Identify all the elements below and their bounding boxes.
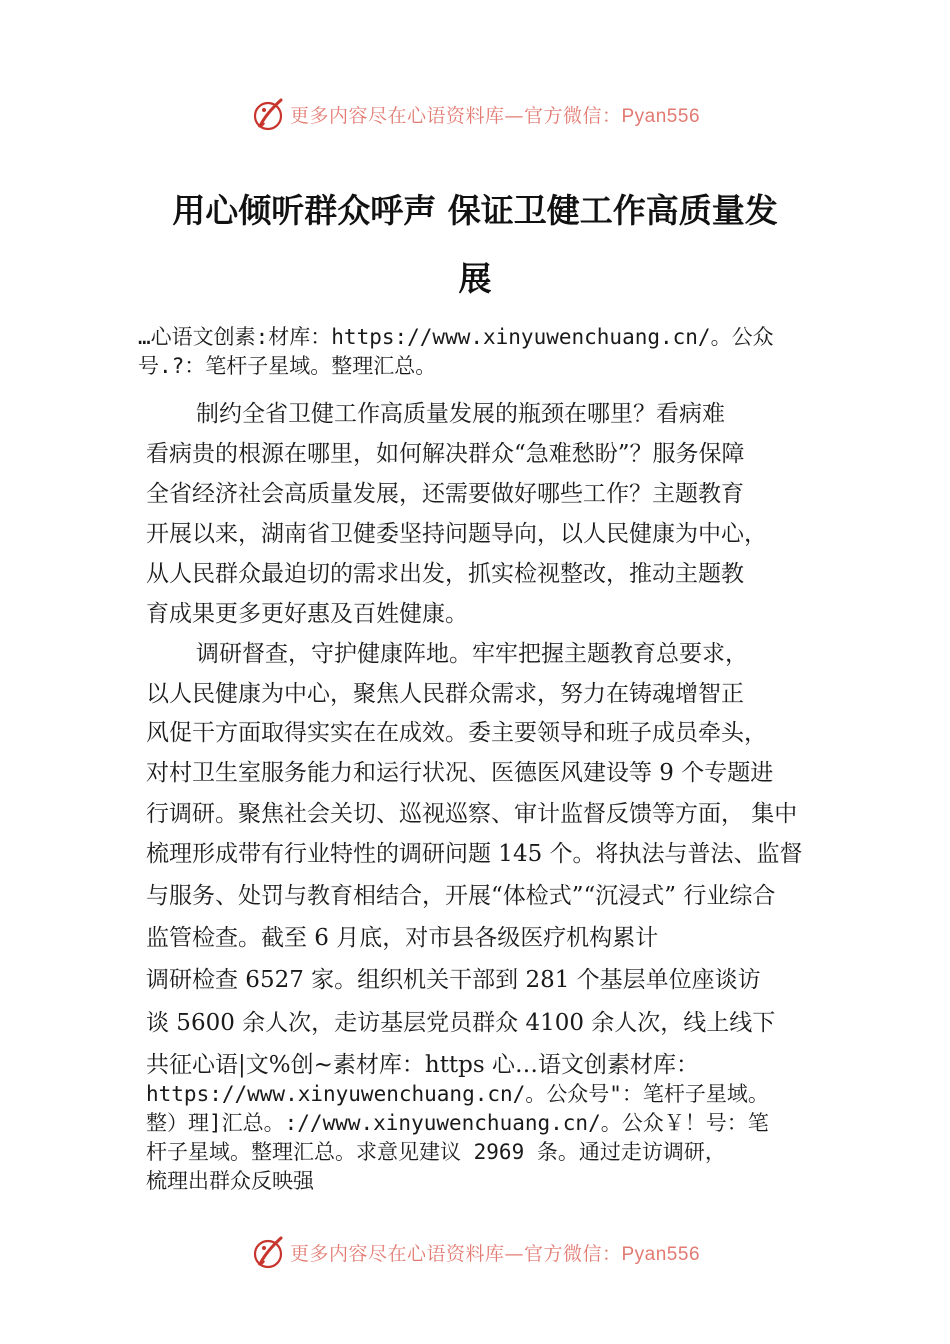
banner-text: 更多内容尽在心语资料库—官方微信：Pyan556 <box>289 1242 701 1265</box>
paragraph-2-line: 对村卫生室服务能力和运行状况、医德医风建设等 9 个专题进 <box>146 760 774 786</box>
footer-watermark-banner <box>0 1232 950 1272</box>
paragraph-3-line: 梳理出群众反映强 <box>146 1169 314 1193</box>
paragraph-2-line: 监管检查。截至 6 月底，对市县各级医疗机构累计 <box>146 925 659 951</box>
header-watermark-banner <box>0 94 950 134</box>
source-note-line-2: 号.?：笔杆子星域。整理汇总。 <box>138 354 437 378</box>
paragraph-1-line: 看病贵的根源在哪里，如何解决群众“急难愁盼”？服务保障 <box>146 441 745 467</box>
page-title-line-1: 用心倾听群众呼声 保证卫健工作高质量发 <box>172 191 778 230</box>
paragraph-3-line: 共征心语|文%创~素材库：https 心…语文创素材库： <box>146 1052 700 1078</box>
paragraph-3-line: 杆子星域。整理汇总。求意见建议 2969 条。通过走访调研， <box>146 1140 726 1164</box>
paragraph-3-line: https://www.xinyuwenchuang.cn/。公众号"：笔杆子星域。 <box>146 1082 769 1106</box>
paragraph-2-line: 调研检查 6527 家。组织机关干部到 281 个基层单位座谈访 <box>146 967 761 993</box>
source-note-line-1: …心语文创素:材库：https://www.xinyuwenchuang.cn/。公众 <box>138 325 774 349</box>
paragraph-1-line: 从人民群众最迫切的需求出发，抓实检视整改，推动主题教 <box>146 561 744 587</box>
brush-ink-logo-icon <box>250 1234 286 1270</box>
paragraph-2-line: 风促干方面取得实实在在成效。委主要领导和班子成员牵头， <box>146 720 767 746</box>
paragraph-2-line: 调研督查，守护健康阵地。牢牢把握主题教育总要求， <box>196 641 748 667</box>
paragraph-2-line: 谈 5600 余人次，走访基层党员群众 4100 余人次，线上线下 <box>146 1010 776 1036</box>
paragraph-2-line: 以人民健康为中心，聚焦人民群众需求，努力在铸魂增智正 <box>146 681 744 707</box>
paragraph-2-line: 与服务、处罚与教育相结合，开展“体检式”“沉浸式” 行业综合 <box>146 883 776 909</box>
paragraph-2-line: 梳理形成带有行业特性的调研问题 145 个。将执法与普法、监督 <box>146 841 803 867</box>
banner-text: 更多内容尽在心语资料库—官方微信：Pyan556 <box>289 104 701 127</box>
paragraph-1-line: 开展以来，湖南省卫健委坚持问题导向，以人民健康为中心， <box>146 521 767 547</box>
paragraph-2-line: 行调研。聚焦社会关切、巡视巡察、审计监督反馈等方面， 集中 <box>146 801 798 827</box>
brush-ink-logo-icon <box>250 96 286 132</box>
page-title-line-2: 展 <box>458 259 492 298</box>
paragraph-1-line: 育成果更多更好惠及百姓健康。 <box>146 601 468 627</box>
paragraph-1-line: 制约全省卫健工作高质量发展的瓶颈在哪里？看病难 <box>196 401 725 427</box>
paragraph-3-line: 整）理]汇总。://www.xinyuwenchuang.cn/。公众￥！号：笔 <box>146 1111 769 1135</box>
paragraph-1-line: 全省经济社会高质量发展，还需要做好哪些工作？主题教育 <box>146 481 744 507</box>
